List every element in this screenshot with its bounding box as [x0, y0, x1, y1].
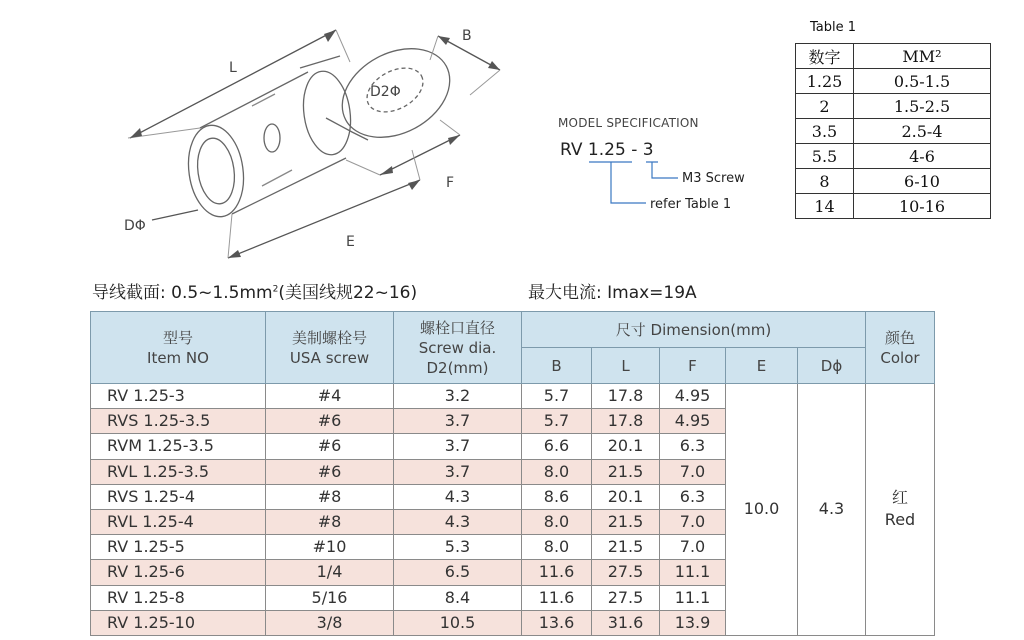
- cell-b: 8.0: [522, 509, 592, 534]
- header-usa-cn: 美制螺栓号: [291, 328, 367, 347]
- table-row: [91, 384, 935, 409]
- model-code-size: 1.25: [587, 140, 626, 160]
- cell-b: 6.6: [522, 434, 592, 459]
- table1-row: [796, 94, 991, 119]
- dim-label-b: B: [462, 28, 472, 44]
- model-code-prefix: RV: [560, 140, 583, 160]
- header-l: L: [592, 348, 660, 384]
- cell-item: RV 1.25-8: [91, 585, 266, 610]
- cell-b: 11.6: [522, 560, 592, 585]
- header-item-en: Item NO: [147, 348, 209, 367]
- cell-d2: 4.3: [394, 509, 522, 534]
- cell-f: 4.95: [660, 384, 726, 409]
- terminal-spec-table: [90, 311, 935, 636]
- table1-row: [796, 144, 991, 169]
- header-row-1: [91, 312, 935, 348]
- table1-header-row: [796, 44, 991, 69]
- cell-item: RV 1.25-3: [91, 384, 266, 409]
- cell-f: 4.95: [660, 409, 726, 434]
- cell-l: 17.8: [592, 409, 660, 434]
- model-code-sep: -: [631, 140, 638, 160]
- model-specification: [558, 116, 788, 216]
- table1-cell: 5.5: [796, 144, 854, 169]
- table1-header-number: 数字: [796, 44, 854, 69]
- header-color: [866, 312, 935, 384]
- cell-usa: 1/4: [266, 560, 394, 585]
- model-code-screw: 3: [642, 140, 654, 160]
- header-b: B: [522, 348, 592, 384]
- cell-l: 20.1: [592, 484, 660, 509]
- cell-item: RVL 1.25-4: [91, 509, 266, 534]
- table1-cell: 2.5-4: [854, 119, 991, 144]
- wire-spec-line: [92, 278, 697, 303]
- table1-cell: 0.5-1.5: [854, 69, 991, 94]
- cell-usa: #8: [266, 484, 394, 509]
- model-spec-title: MODEL SPECIFICATION: [558, 116, 699, 130]
- header-screw-cn: 螺栓口直径: [419, 318, 495, 337]
- refer-table-label: refer Table 1: [650, 197, 732, 212]
- dim-label-f: F: [446, 175, 455, 191]
- header-item: [91, 312, 266, 384]
- cell-l: 17.8: [592, 384, 660, 409]
- cell-d2: 5.3: [394, 535, 522, 560]
- cell-item: RVM 1.25-3.5: [91, 434, 266, 459]
- cell-color-cn: 红: [891, 488, 908, 508]
- cell-l: 27.5: [592, 585, 660, 610]
- cell-usa: #10: [266, 535, 394, 560]
- dim-label-d2: D2Φ: [370, 84, 401, 100]
- table1-cell: 3.5: [796, 119, 854, 144]
- cell-f: 7.0: [660, 509, 726, 534]
- header-item-cn: 型号: [162, 328, 193, 347]
- table1-cell: 10-16: [854, 194, 991, 219]
- header-e: E: [726, 348, 798, 384]
- cell-f: 7.0: [660, 459, 726, 484]
- wire-section-prefix: 导线截面: 0.5~1.5mm: [92, 283, 273, 303]
- table1-caption: Table 1: [810, 20, 857, 35]
- cell-usa: #4: [266, 384, 394, 409]
- header-dphi: Dϕ: [798, 348, 866, 384]
- cell-item: RV 1.25-5: [91, 535, 266, 560]
- cell-f: 7.0: [660, 535, 726, 560]
- cell-usa: #6: [266, 409, 394, 434]
- cell-item: RVS 1.25-3.5: [91, 409, 266, 434]
- ring-terminal-drawing: [0, 0, 560, 270]
- cell-item: RV 1.25-10: [91, 610, 266, 635]
- header-color-cn: 颜色: [884, 328, 915, 347]
- dim-label-e: E: [346, 234, 355, 250]
- cell-d2: 4.3: [394, 484, 522, 509]
- header-usa-en: USA screw: [289, 348, 370, 367]
- cell-f: 6.3: [660, 434, 726, 459]
- cell-b: 13.6: [522, 610, 592, 635]
- cell-f: 13.9: [660, 610, 726, 635]
- cell-d2: 6.5: [394, 560, 522, 585]
- table1-row: [796, 169, 991, 194]
- cell-b: 8.0: [522, 459, 592, 484]
- cell-b: 11.6: [522, 585, 592, 610]
- max-current: 最大电流: Imax=19A: [528, 283, 697, 303]
- cell-item: RV 1.25-6: [91, 560, 266, 585]
- cell-usa: 3/8: [266, 610, 394, 635]
- cell-dphi: 4.3: [798, 384, 866, 636]
- table1-cell: 14: [796, 194, 854, 219]
- cell-d2: 3.7: [394, 434, 522, 459]
- cell-f: 6.3: [660, 484, 726, 509]
- table1-cell: 1.25: [796, 69, 854, 94]
- barrel-top-edge: [200, 72, 308, 128]
- cell-usa: #8: [266, 509, 394, 534]
- cell-d2: 3.7: [394, 459, 522, 484]
- table1-cell: 2: [796, 94, 854, 119]
- header-color-en: Color: [880, 348, 920, 367]
- barrel-bottom-edge: [232, 158, 346, 214]
- dim-label-d: DΦ: [124, 218, 146, 234]
- cell-l: 20.1: [592, 434, 660, 459]
- cell-item: RVL 1.25-3.5: [91, 459, 266, 484]
- cell-l: 21.5: [592, 535, 660, 560]
- table1-cell: 4-6: [854, 144, 991, 169]
- cell-f: 11.1: [660, 585, 726, 610]
- cell-color: [866, 384, 935, 636]
- wire-section-suffix: (美国线规22~16): [278, 283, 418, 303]
- cell-item: RVS 1.25-4: [91, 484, 266, 509]
- cell-b: 8.6: [522, 484, 592, 509]
- table1-cell: 8: [796, 169, 854, 194]
- cell-l: 21.5: [592, 459, 660, 484]
- table1-header-mm2: MM²: [854, 44, 991, 69]
- cell-l: 21.5: [592, 509, 660, 534]
- cell-usa: #6: [266, 459, 394, 484]
- header-dimension: 尺寸 Dimension(mm): [522, 312, 866, 348]
- table1-row: [796, 119, 991, 144]
- header-screw-unit: D2(mm): [426, 358, 489, 377]
- cell-l: 27.5: [592, 560, 660, 585]
- header-screw: [394, 312, 522, 384]
- cell-color-en: Red: [884, 510, 916, 530]
- m3-screw-label: M3 Screw: [682, 171, 745, 186]
- cell-d2: 3.7: [394, 409, 522, 434]
- cell-usa: #6: [266, 434, 394, 459]
- table1-row: [796, 69, 991, 94]
- dim-label-l: L: [229, 60, 237, 76]
- cell-d2: 10.5: [394, 610, 522, 635]
- cell-b: 8.0: [522, 535, 592, 560]
- cell-f: 11.1: [660, 560, 726, 585]
- cell-b: 5.7: [522, 409, 592, 434]
- cell-b: 5.7: [522, 384, 592, 409]
- cell-d2: 3.2: [394, 384, 522, 409]
- cell-e: 10.0: [726, 384, 798, 636]
- barrel-mouth: [183, 122, 249, 221]
- header-f: F: [660, 348, 726, 384]
- table1-row: [796, 194, 991, 219]
- table1-cell: 6-10: [854, 169, 991, 194]
- table1-cell: 1.5-2.5: [854, 94, 991, 119]
- cell-l: 31.6: [592, 610, 660, 635]
- header-screw-en: Screw dia.: [418, 338, 497, 357]
- cell-usa: 5/16: [266, 585, 394, 610]
- cell-d2: 8.4: [394, 585, 522, 610]
- wire-section-sup: 2: [272, 284, 279, 295]
- table1: [795, 43, 991, 219]
- header-usa: [266, 312, 394, 384]
